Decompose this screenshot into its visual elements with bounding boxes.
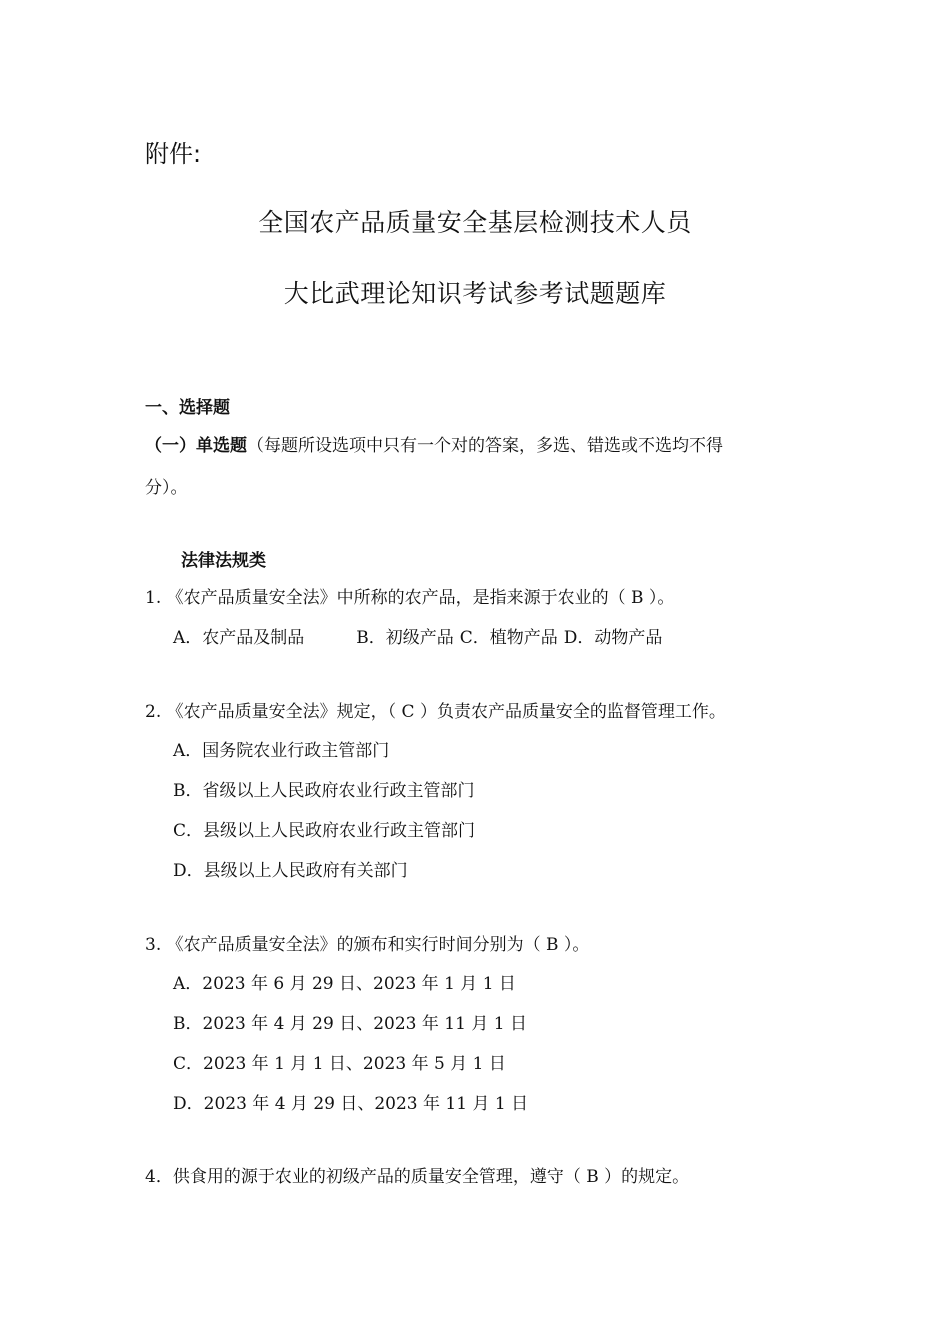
document-title-line1: 全国农产品质量安全基层检测技术人员 (258, 208, 692, 237)
question-4-stem: 4．供食用的源于农业的初级产品的质量安全管理，遵守（ B ）的规定。 (145, 1167, 690, 1187)
question-1-option-d: D．动物产品 (563, 628, 663, 648)
question-3-option-c: C．2023 年 1 月 1 日、2023 年 5 月 1 日 (173, 1054, 506, 1074)
document-title-line2: 大比武理论知识考试参考试题题库 (283, 279, 667, 308)
question-3-stem: 3. 《农产品质量安全法》的颁布和实行时间分别为（ B ）。 (145, 935, 590, 955)
question-2-option-c: C．县级以上人民政府农业行政主管部门 (173, 821, 476, 841)
question-1-option-c: C．植物产品 (459, 628, 558, 648)
question-2-option-d: D．县级以上人民政府有关部门 (173, 861, 408, 881)
question-1-options (173, 623, 662, 648)
attachment-label: 附件: (145, 140, 202, 168)
section-heading: 一、选择题 (145, 398, 230, 418)
category-heading: 法律法规类 (181, 551, 266, 571)
subsection-note-continued: 分）。 (145, 478, 188, 498)
question-2-stem: 2. 《农产品质量安全法》规定，（ C ）负责农产品质量安全的监督管理工作。 (145, 702, 726, 722)
question-2-option-b: B．省级以上人民政府农业行政主管部门 (173, 781, 475, 801)
question-1-stem: 1. 《农产品质量安全法》中所称的农产品，是指来源于农业的（ B ）。 (145, 588, 675, 608)
question-3-option-a: A．2023 年 6 月 29 日、2023 年 1 月 1 日 (173, 974, 516, 994)
question-1-option-a: A．农产品及制品 (173, 628, 305, 648)
subsection-heading: （一）单选题 (145, 436, 247, 456)
subsection-note: （每题所设选项中只有一个对的答案，多选、错选或不选均不得 (247, 436, 723, 456)
question-1-option-b: B．初级产品 (356, 628, 454, 648)
question-3-option-b: B．2023 年 4 月 29 日、2023 年 11 月 1 日 (173, 1014, 527, 1034)
question-3-option-d: D．2023 年 4 月 29 日、2023 年 11 月 1 日 (173, 1094, 529, 1114)
subsection-line (145, 431, 723, 456)
question-2-option-a: A．国务院农业行政主管部门 (173, 741, 390, 761)
